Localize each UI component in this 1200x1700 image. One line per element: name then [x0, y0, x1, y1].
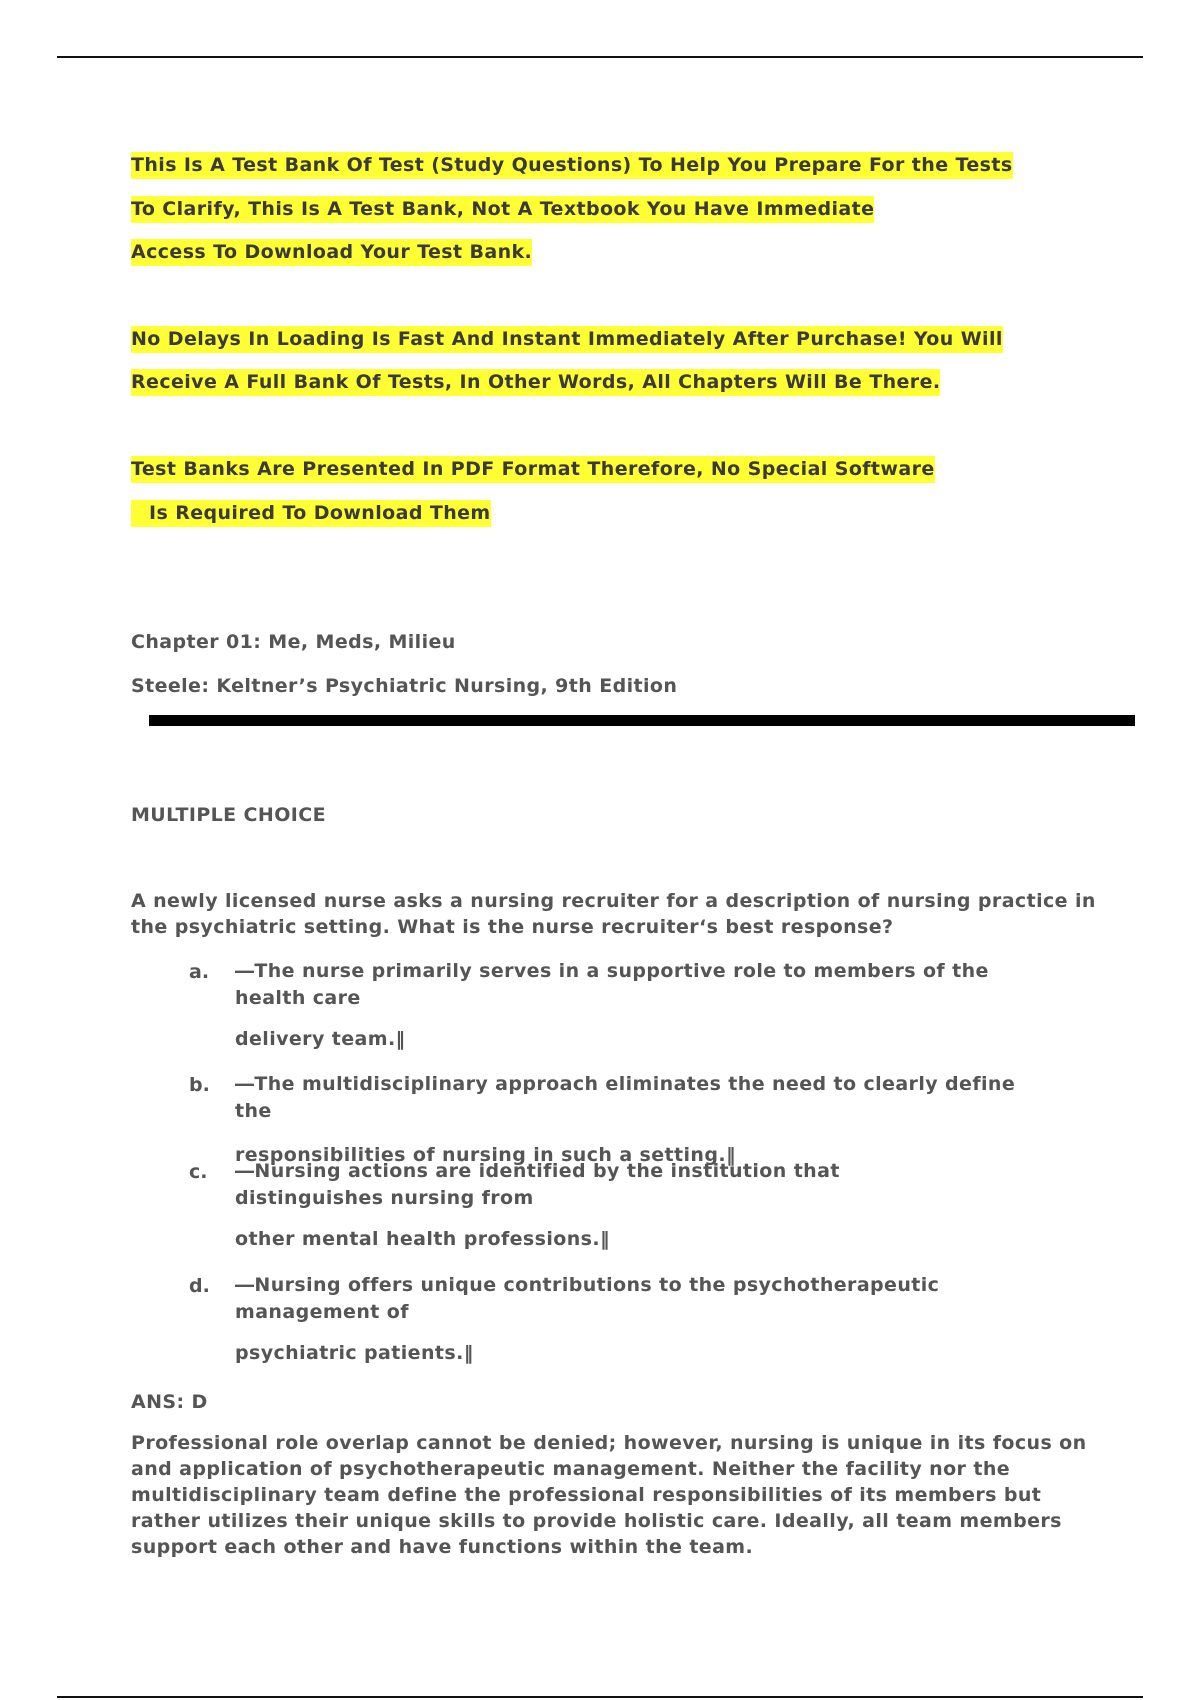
option-d-text: ―Nursing offers unique contributions to the psychotherapeutic management of psychiatric patients.‖ — [235, 1274, 940, 1364]
option-c-text: ―Nursing actions are identified by the institution that distinguishes nursing from other mental health professions.‖ — [235, 1160, 840, 1250]
notice-line-1: This Is A Test Bank Of Test (Study Questions) To Help You Prepare For the Tests — [131, 153, 1013, 177]
notice-line-5: Receive A Full Bank Of Tests, In Other Words, All Chapters Will Be There. — [131, 370, 940, 394]
question-stem: A newly licensed nurse asks a nursing recruiter for a description of nursing practice in the psychiatric setting. What is the nurse recruiter‘s best response? — [131, 890, 1096, 938]
notice-line-6: Test Banks Are Presented In PDF Format Therefore, No Special Software — [131, 457, 935, 481]
option-a-text: ―The nurse primarily serves in a supportive role to members of the health care delivery team.‖ — [235, 960, 989, 1050]
notice-line-2: To Clarify, This Is A Test Bank, Not A Textbook You Have Immediate — [131, 197, 874, 221]
option-b-text: ―The multidisciplinary approach eliminates the need to clearly define the responsibilities of nursing in such a setting.‖ — [235, 1073, 1016, 1166]
notice-line-7: Is Required To Download Them — [131, 501, 491, 525]
chapter-title: Chapter 01: Me, Meds, Milieu — [131, 631, 456, 653]
option-d-letter: d. — [189, 1275, 210, 1297]
option-b-letter: b. — [189, 1074, 210, 1096]
bottom-rule — [57, 1696, 1143, 1698]
option-a-letter: a. — [189, 961, 210, 983]
section-heading: MULTIPLE CHOICE — [131, 804, 326, 826]
rationale: Professional role overlap cannot be denied; however, nursing is unique in its focus on and application of psychotherapeutic management. Neither the facility nor the multidisciplinary team define the professional responsibilities of its members but rather utilizes their unique skills to provide holistic care. Ideally, all team members support each other and have functions within the team. — [131, 1432, 1087, 1558]
notice-line-3: Access To Download Your Test Bank. — [131, 240, 532, 264]
book-title: Steele: Keltner’s Psychiatric Nursing, 9th Edition — [131, 675, 678, 697]
section-divider — [149, 715, 1135, 726]
option-c-letter: c. — [189, 1161, 208, 1183]
answer-key: ANS: D — [131, 1391, 208, 1413]
top-rule — [57, 56, 1143, 58]
notice-line-4: No Delays In Loading Is Fast And Instant Immediately After Purchase! You Will — [131, 327, 1003, 351]
